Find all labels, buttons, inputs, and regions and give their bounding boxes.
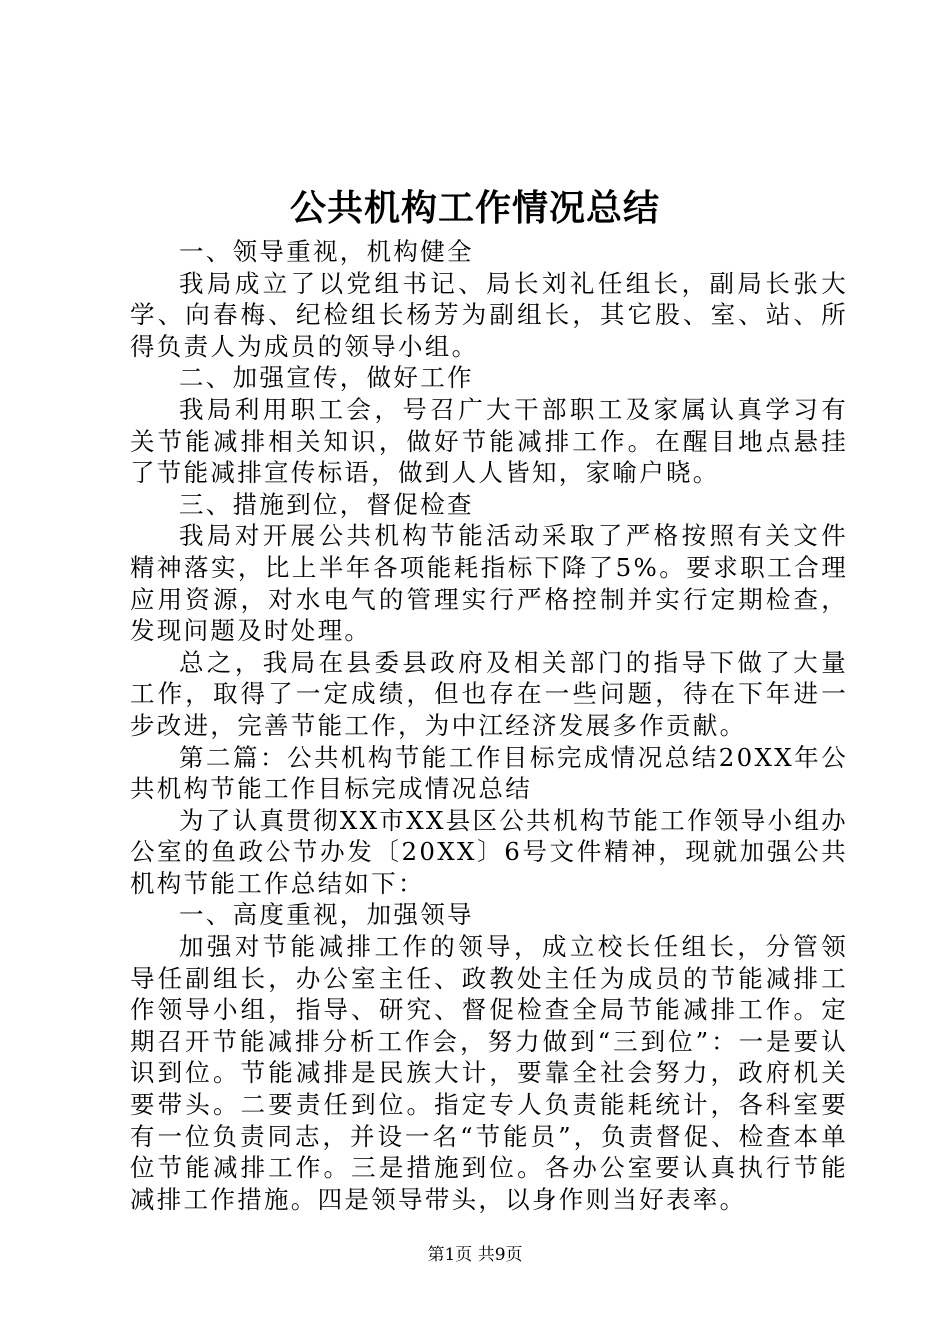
paragraph-intro: 为了认真贯彻XX市XX县区公共机构节能工作领导小组办公室的鱼政公节办发〔20XX〕6号文件精神，现就加强公共机构节能工作总结如下： [130, 805, 848, 898]
section-heading-1: 一、领导重视，机构健全 [179, 237, 474, 266]
paragraph-1: 我局成立了以党组书记、局长刘礼任组长，副局长张大学、向春梅、纪检组长杨芳为副组长，其它股、室、站、所得负责人为成员的领导小组。 [130, 268, 848, 361]
page-number-footer: 第1页 共9页 [427, 1245, 523, 1265]
section-heading-4: 一、高度重视，加强领导 [179, 900, 474, 930]
document-title: 公共机构工作情况总结 [289, 187, 660, 229]
paragraph-4: 加强对节能减排工作的领导，成立校长任组长，分管领导任副组长，办公室主任、政教处主任为成员的节能减排工作领导小组，指导、研究、督促检查全局节能减排工作。定期召开节能减排分析工作会，努力做到“三到位”：一是要认识到位。节能减排是民族大计，要靠全社会努力，政府机关要带头。二要责任到位。指定专人负责能耗统计，各科室要有一位负责同志，并设一名“节能员”，负责督促、检查本单位节能减排工作。三是措施到位。各办公室要认真执行节能减排工作措施。四是领导带头，以身作则当好表率。 [130, 932, 848, 1214]
paragraph-2: 我局利用职工会，号召广大干部职工及家属认真学习有关节能减排相关知识，做好节能减排工作。在醒目地点悬挂了节能减排宣传标语，做到人人皆知，家喻户晓。 [130, 394, 848, 488]
second-article-heading: 第二篇：公共机构节能工作目标完成情况总结20XX年公共机构节能工作目标完成情况总结 [130, 742, 848, 804]
document-body [130, 236, 848, 1215]
section-heading-2: 二、加强宣传，做好工作 [179, 363, 474, 393]
section-heading-3: 三、措施到位，督促检查 [179, 489, 474, 519]
paragraph-3: 我局对开展公共机构节能活动采取了严格按照有关文件精神落实，比上半年各项能耗指标下降了5%。要求职工合理应用资源，对水电气的管理实行严格控制并实行定期检查，发现问题及时处理。 [130, 521, 848, 646]
paragraph-summary: 总之，我局在县委县政府及相关部门的指导下做了大量工作，取得了一定成绩，但也存在一些问题，待在下年进一步改进，完善节能工作，为中江经济发展多作贡献。 [130, 647, 848, 740]
